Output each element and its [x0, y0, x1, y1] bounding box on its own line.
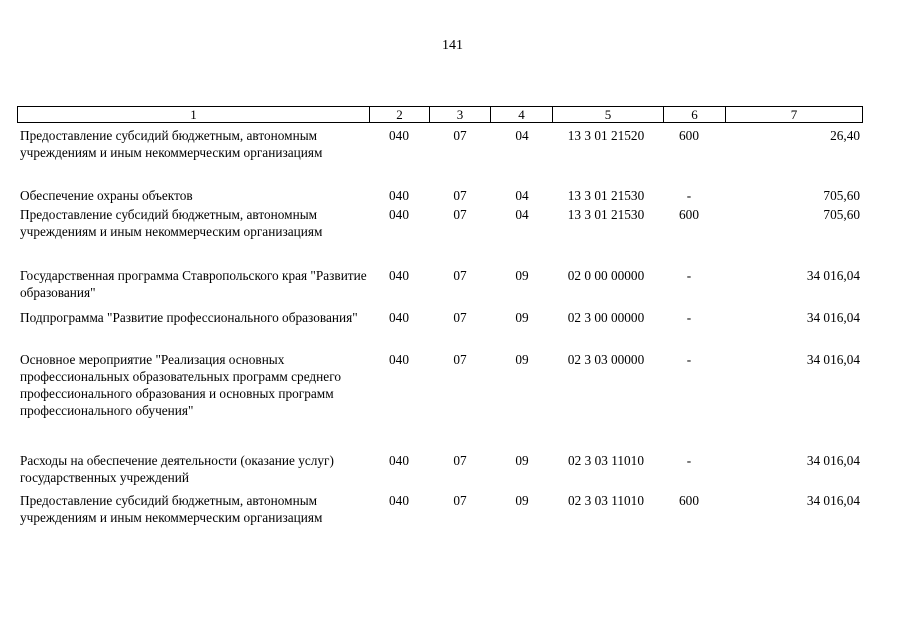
header-col-6: 6: [691, 107, 698, 122]
row-amount: 26,40: [830, 128, 860, 143]
row-code-6: -: [686, 453, 692, 468]
header-col-1: 1: [190, 107, 197, 122]
row-code-4: 09: [515, 453, 529, 468]
row-code-3: 07: [453, 268, 467, 283]
row-code-5: 02 3 03 11010: [568, 453, 644, 468]
row-code-3: 07: [453, 352, 467, 367]
row-name: Предоставление субсидий бюджетным, автономным учреждениям и иным некоммерческим организациям: [20, 128, 323, 160]
header-col-5: 5: [604, 107, 612, 122]
row-code-5: 02 3 03 00000: [567, 352, 645, 367]
row-code-5: 13 3 01 21520: [567, 128, 645, 143]
row-code-4: 04: [515, 207, 529, 222]
row-amount: 34 016,04: [806, 453, 860, 468]
row-code-2: 040: [389, 493, 409, 508]
row-name: Государственная программа Ставропольского края "Развитие образования": [20, 268, 367, 300]
row-code-4: 09: [515, 310, 529, 325]
row-code-5: 02 3 00 00000: [567, 310, 645, 325]
row-code-3: 07: [453, 493, 467, 508]
row-code-6: -: [686, 188, 692, 203]
row-code-2: 040: [389, 268, 409, 283]
row-amount: 705,60: [823, 207, 860, 222]
row-code-2: 040: [389, 453, 409, 468]
row-amount: 34 016,04: [806, 268, 860, 283]
row-code-5: 02 0 00 00000: [567, 268, 645, 283]
row-amount: 34 016,04: [806, 493, 860, 508]
row-code-2: 040: [389, 352, 409, 367]
row-code-2: 040: [389, 188, 409, 203]
row-code-4: 04: [515, 128, 529, 143]
page-number: 141: [442, 38, 463, 53]
row-code-6: 600: [679, 493, 699, 508]
row-name: Обеспечение охраны объектов: [20, 188, 193, 203]
row-code-3: 07: [453, 453, 467, 468]
row-code-6: -: [686, 310, 692, 325]
table-header: [17, 106, 863, 123]
row-code-6: 600: [679, 207, 699, 222]
row-code-3: 07: [453, 188, 467, 203]
row-code-2: 040: [389, 310, 409, 325]
row-code-6: -: [686, 352, 692, 367]
header-col-4: 4: [518, 107, 525, 122]
row-code-5: 02 3 03 11010: [568, 493, 644, 508]
row-amount: 34 016,04: [806, 310, 860, 325]
row-code-2: 040: [389, 207, 409, 222]
header-col-3: 3: [456, 107, 464, 122]
row-name: Предоставление субсидий бюджетным, автономным учреждениям и иным некоммерческим организациям: [20, 207, 323, 239]
row-code-4: 09: [515, 493, 529, 508]
row-code-3: 07: [453, 310, 467, 325]
row-code-5: 13 3 01 21530: [567, 188, 645, 203]
row-name: Подпрограмма "Развитие профессионального образования": [20, 310, 358, 325]
row-amount: 705,60: [823, 188, 860, 203]
row-code-3: 07: [453, 207, 467, 222]
row-code-4: 04: [515, 188, 529, 203]
row-code-2: 040: [389, 128, 409, 143]
row-code-6: 600: [679, 128, 699, 143]
row-amount: 34 016,04: [806, 352, 860, 367]
row-code-4: 09: [515, 268, 529, 283]
header-col-7: 7: [790, 107, 798, 122]
row-code-6: -: [686, 268, 692, 283]
row-name: Предоставление субсидий бюджетным, автономным учреждениям и иным некоммерческим организациям: [20, 493, 323, 525]
header-col-2: 2: [396, 107, 403, 122]
row-code-5: 13 3 01 21530: [567, 207, 645, 222]
row-code-3: 07: [453, 128, 467, 143]
row-name: Расходы на обеспечение деятельности (оказание услуг) государственных учреждений: [20, 453, 334, 485]
row-name: Основное мероприятие "Реализация основных профессиональных образовательных программ среднего профессионального образования и основных программ профессионального обучения": [20, 352, 341, 418]
row-code-4: 09: [515, 352, 529, 367]
